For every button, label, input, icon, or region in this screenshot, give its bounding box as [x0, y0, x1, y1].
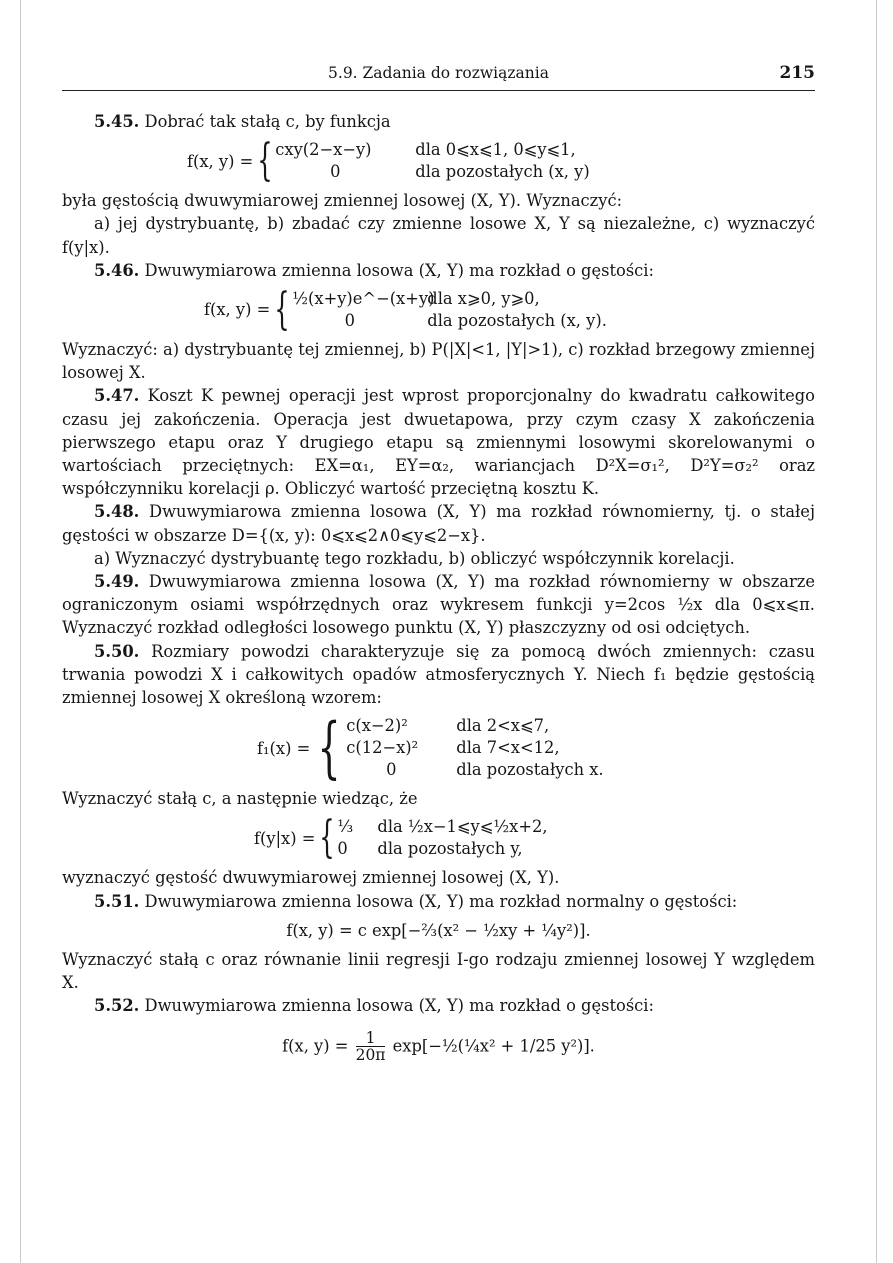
fraction-denominator: 20π	[355, 1045, 386, 1064]
brace: {	[317, 709, 341, 787]
case-cond: dla x⩾0, y⩾0,	[427, 289, 540, 309]
case-cond: dla 2<x⩽7,	[456, 716, 550, 736]
formula-rhs: exp[−½(¼x² + 1/25 y²)].	[392, 1035, 595, 1055]
formula-5-46	[204, 284, 815, 336]
case-expr: 0	[386, 760, 397, 780]
problem-5-48	[62, 500, 815, 546]
problem-5-45-intro	[62, 110, 815, 133]
formula-5-50-f1	[257, 709, 815, 787]
problem-5-49	[62, 570, 815, 640]
formula-cases	[275, 139, 589, 183]
page-body	[62, 110, 815, 1069]
case-expr: ⅓	[337, 817, 354, 837]
problem-text: Rozmiary powodzi charakteryzuje się za pomocą dwóch zmiennych: czasu trwania powodzi X i całkowitych opadów atmosferycznych Y. Niech f₁ będzie gęstością zmiennej losowej X określoną wzorem:	[62, 641, 815, 708]
problem-text: a) jej dystrybuantę, b) zbadać czy zmienne losowe X, Y są niezależne, c) wyznaczyć f(y|x).	[62, 214, 815, 257]
case-expr: 0	[344, 311, 355, 331]
formula-5-50-cond	[254, 812, 815, 864]
problem-text: Wyznaczyć stałą c oraz równanie linii regresji I-go rodzaju zmiennej losowej Y względem X.	[62, 950, 815, 993]
problem-number: 5.48.	[94, 502, 140, 522]
formula-lhs: f(x, y) =	[282, 1035, 349, 1055]
case-cond: dla ½x−1⩽y⩽½x+2,	[377, 817, 548, 837]
problem-number: 5.45.	[94, 112, 140, 131]
case-expr: cxy(2−x−y)	[275, 140, 372, 160]
page-number: 215	[779, 63, 815, 83]
formula-lhs: f₁(x) =	[257, 738, 311, 758]
problem-text: a) Wyznaczyć dystrybuantę tego rozkładu, b) obliczyć współczynnik korelacji.	[94, 548, 735, 568]
case-cond: dla pozostałych (x, y)	[415, 162, 590, 182]
problem-text: Dwuwymiarowa zmienna losowa (X, Y) ma rozkład normalny o gęstości:	[144, 891, 738, 911]
formula-5-51: f(x, y) = c exp[−⅔(x² − ½xy + ¼y²)].	[286, 920, 591, 940]
problem-number: 5.49.	[94, 572, 140, 592]
problem-text: Wyznaczyć: a) dystrybuantę tej zmiennej, b) P(|X|<1, |Y|>1), c) rozkład brzegowy zmiennej losowej X.	[62, 340, 815, 383]
problem-text: była gęstością dwuwymiarowej zmiennej losowej (X, Y). Wyznaczyć:	[62, 191, 623, 211]
case-cond: dla pozostałych y,	[377, 839, 523, 859]
case-cond: dla 7<x<12,	[456, 738, 560, 758]
case-cond: dla pozostałych x.	[456, 760, 604, 780]
formula-5-52	[62, 1030, 815, 1064]
brace: {	[274, 284, 290, 336]
problem-5-51	[62, 890, 815, 913]
case-cond: dla pozostałych (x, y).	[427, 311, 607, 331]
problem-text: Wyznaczyć stałą c, a następnie wiedząc, że	[62, 789, 418, 809]
case-expr: ½(x+y)e^−(x+y)	[292, 289, 435, 309]
formula-lhs: f(x, y) =	[187, 151, 254, 171]
formula-cases	[346, 715, 603, 781]
problem-text: Dwuwymiarowa zmienna losowa (X, Y) ma rozkład o gęstości:	[144, 996, 654, 1016]
formula-5-45	[187, 135, 815, 187]
page-edge-left	[20, 0, 21, 1263]
problem-number: 5.46.	[94, 260, 140, 280]
problem-text: wyznaczyć gęstość dwuwymiarowej zmiennej losowej (X, Y).	[62, 868, 560, 888]
problem-number: 5.52.	[94, 996, 140, 1016]
problem-number: 5.51.	[94, 891, 140, 911]
problem-number: 5.47.	[94, 386, 140, 406]
problem-text: Dobrać tak stałą c, by funkcja	[144, 112, 391, 131]
problem-text: Dwuwymiarowa zmienna losowa (X, Y) ma rozkład równomierny w obszarze ograniczonym osiami współrzędnych oraz wykresem funkcji y=2cos ½x dla 0⩽x⩽π. Wyznaczyć rozkład odległości losowego punktu (X, Y) płaszczyzny od osi odciętych.	[62, 572, 815, 638]
problem-5-52	[62, 994, 815, 1017]
page-edge-right	[876, 0, 877, 1263]
problem-number: 5.50.	[94, 641, 140, 661]
problem-5-50	[62, 640, 815, 710]
problem-text: Dwuwymiarowa zmienna losowa (X, Y) ma rozkład równomierny, tj. o stałej gęstości w obszarze D={(x, y): 0⩽x⩽2∧0⩽y⩽2−x}.	[62, 502, 815, 545]
case-expr: 0	[330, 162, 341, 182]
brace: {	[319, 812, 336, 864]
brace: {	[257, 135, 273, 187]
case-expr: 0	[337, 839, 348, 859]
formula-lhs: f(x, y) =	[204, 300, 271, 320]
problem-5-46-intro	[62, 259, 815, 282]
section-title: 5.9. Zadania do rozwiązania	[328, 64, 549, 82]
problem-text: Dwuwymiarowa zmienna losowa (X, Y) ma rozkład o gęstości:	[144, 260, 654, 280]
fraction-numerator: 1	[356, 1030, 386, 1047]
case-expr: c(x−2)²	[346, 716, 408, 736]
running-header	[62, 64, 815, 91]
case-cond: dla 0⩽x⩽1, 0⩽y⩽1,	[415, 140, 576, 160]
fraction	[356, 1030, 386, 1064]
formula-cases	[292, 288, 607, 332]
problem-text: Koszt K pewnej operacji jest wprost proporcjonalny do kwadratu całkowitego czasu jej zakończenia. Operacja jest dwuetapowa, przy czym czasy X zakończenia pierwszego etapu oraz Y drugiego etapu są zmiennymi losowymi skorelowanymi o wartościach przeciętnych: EX=α₁, EY=α₂, wariancjach D²X=σ₁², D²Y=σ₂² oraz współczynniku korelacji ρ. Obliczyć wartość przeciętną kosztu K.	[62, 386, 815, 499]
case-expr: c(12−x)²	[346, 738, 419, 758]
formula-lhs: f(y|x) =	[254, 828, 316, 848]
formula-cases	[337, 816, 547, 860]
problem-5-47	[62, 384, 815, 500]
